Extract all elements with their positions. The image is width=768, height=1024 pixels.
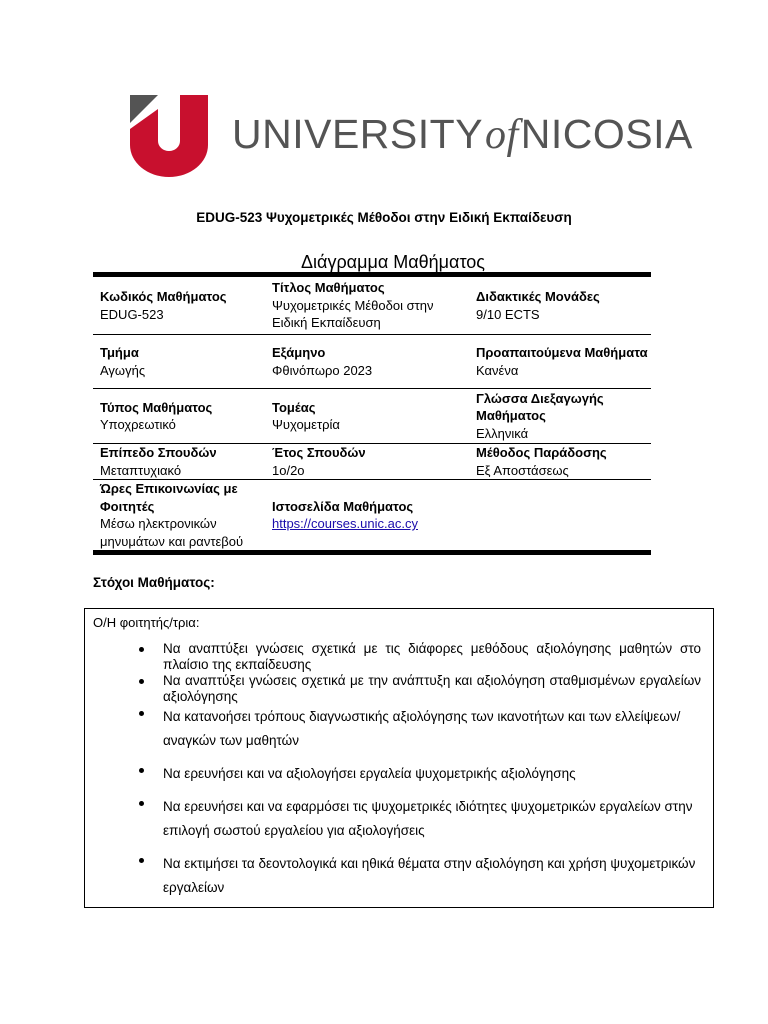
office-hours-value: Μέσω ηλεκτρονικών μηνυμάτων και ραντεβού	[100, 516, 244, 549]
course-type-label: Τύπος Μαθήματος	[100, 399, 213, 415]
table-row	[93, 277, 651, 335]
delivery-method-label: Μέθοδος Παράδοσης	[476, 445, 607, 460]
table-cell	[93, 389, 266, 443]
table-cell	[266, 277, 471, 334]
language-value: Ελληνικά	[476, 425, 529, 441]
semester-label: Εξάμηνο	[272, 345, 326, 360]
table-cell	[93, 480, 266, 550]
table-cell	[266, 335, 471, 388]
table-row	[93, 480, 651, 550]
study-level-label: Επίπεδο Σπουδών	[100, 445, 217, 460]
objectives-intro: Ο/Η φοιτητής/τρια:	[93, 615, 200, 630]
table-cell	[266, 480, 471, 550]
field-value: Ψυχομετρία	[272, 417, 340, 432]
table-cell	[471, 335, 651, 388]
table-cell-empty	[471, 480, 651, 550]
objectives-list	[135, 641, 701, 909]
list-item: Να κατανοήσει τρόπους διαγνωστικής αξιολόγησης των ικανοτήτων και των ελλείψεων/αναγκών των μαθητών	[135, 705, 701, 753]
course-website-link[interactable]: https://courses.unic.ac.cy	[272, 516, 418, 531]
table-row	[93, 444, 651, 480]
course-type-value: Υποχρεωτικό	[100, 417, 176, 432]
university-logo	[130, 95, 693, 180]
syllabus-title: Διάγραμμα Μαθήματος	[301, 252, 485, 272]
table-cell	[266, 389, 471, 443]
course-info-table	[93, 272, 651, 555]
prerequisites-label: Προαπαιτούμενα Μαθήματα	[476, 345, 648, 360]
study-year-value: 1ο/2ο	[272, 462, 305, 478]
list-item: Να αναπτύξει γνώσεις σχετικά με την ανάπτυξη και αξιολόγηση σταθμισμένων εργαλείων αξιολόγησης	[135, 673, 701, 705]
prerequisites-value: Κανένα	[476, 362, 519, 378]
table-row	[93, 335, 651, 389]
department-value: Αγωγής	[100, 362, 146, 378]
table-cell	[93, 444, 266, 479]
course-code-value: EDUG-523	[100, 306, 164, 322]
list-item: Να ερευνήσει και να εφαρμόσει τις ψυχομετρικές ιδιότητες ψυχομετρικών εργαλείων στην επιλογή σωστού εργαλείου για αξιολογήσεις	[135, 795, 701, 843]
department-label: Τμήμα	[100, 345, 139, 360]
logo-word-of: of	[485, 112, 519, 158]
table-cell	[471, 389, 651, 443]
table-cell	[471, 444, 651, 479]
table-cell	[93, 277, 266, 334]
university-shield-icon	[130, 95, 208, 177]
table-row	[93, 389, 651, 444]
logo-word-nicosia: NICOSIA	[520, 111, 693, 157]
credits-label: Διδακτικές Μονάδες	[476, 289, 600, 304]
office-hours-label: Ώρες Επικοινωνίας με Φοιτητές	[100, 481, 238, 514]
table-cell	[266, 444, 471, 479]
table-cell	[471, 277, 651, 334]
course-code-label: Κωδικός Μαθήματος	[100, 289, 227, 304]
credits-value: 9/10 ECTS	[476, 306, 540, 322]
course-code-title: EDUG-523 Ψυχομετρικές Μέθοδοι στην Ειδική Εκπαίδευση	[196, 210, 572, 225]
objectives-heading: Στόχοι Μαθήματος:	[93, 575, 215, 590]
semester-value: Φθινόπωρο 2023	[272, 362, 373, 378]
language-label: Γλώσσα Διεξαγωγής Μαθήματος	[476, 390, 604, 424]
list-item: Να ερευνήσει και να αξιολογήσει εργαλεία ψυχομετρικής αξιολόγησης	[135, 762, 701, 786]
logo-word-university: UNIVERSITY	[232, 111, 484, 157]
university-name	[232, 111, 693, 159]
course-title-label: Τίτλος Μαθήματος	[272, 280, 385, 296]
list-item: Να εκτιμήσει τα δεοντολογικά και ηθικά θέματα στην αξιολόγηση και χρήση ψυχομετρικών εργαλείων	[135, 852, 701, 900]
delivery-method-value: Εξ Αποστάσεως	[476, 462, 569, 478]
field-label: Τομέας	[272, 399, 316, 415]
study-year-label: Έτος Σπουδών	[272, 445, 366, 460]
objectives-box	[84, 608, 714, 908]
list-item: Να αναπτύξει γνώσεις σχετικά με τις διάφορες μεθόδους αξιολόγησης μαθητών στο πλαίσιο της εκπαίδευσης	[135, 641, 701, 673]
course-website-label: Ιστοσελίδα Μαθήματος	[272, 498, 414, 514]
course-title-value: Ψυχομετρικές Μέθοδοι στην Ειδική Εκπαίδευση	[272, 297, 434, 331]
table-cell	[93, 335, 266, 388]
study-level-value: Μεταπτυχιακό	[100, 462, 182, 478]
